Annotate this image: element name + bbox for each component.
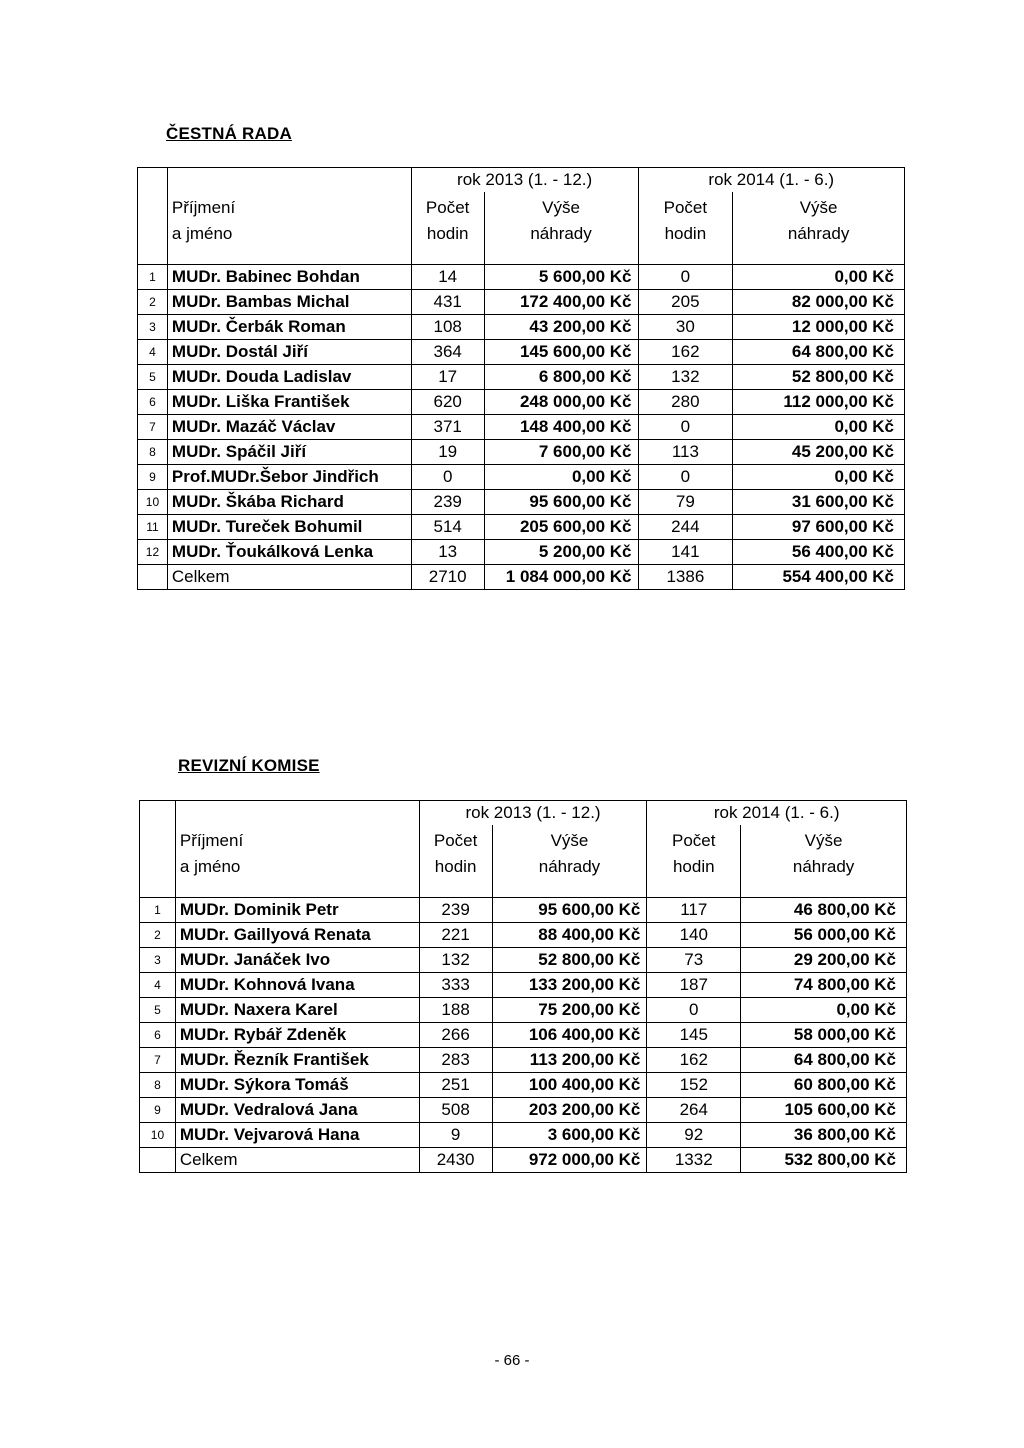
- amount-2013: 75 200,00 Kč: [492, 998, 647, 1023]
- hours-header-2014: Počet: [647, 825, 741, 857]
- amount-2014: 58 000,00 Kč: [741, 1023, 907, 1048]
- table-row: [140, 898, 907, 923]
- total-row: [140, 1148, 907, 1173]
- row-number: 6: [138, 390, 168, 415]
- row-number: 4: [140, 973, 176, 998]
- amount-2014: 36 800,00 Kč: [741, 1123, 907, 1148]
- hours-2014: 30: [638, 315, 733, 340]
- member-name: MUDr. Bambas Michal: [167, 290, 411, 315]
- amount-2014: 64 800,00 Kč: [733, 340, 905, 365]
- header-row-2: [140, 857, 907, 898]
- hours-2013: 620: [411, 390, 484, 415]
- member-name: MUDr. Janáček Ivo: [175, 948, 419, 973]
- member-name: MUDr. Tureček Bohumil: [167, 515, 411, 540]
- hours-header-2013: hodin: [419, 857, 492, 898]
- row-number: [140, 1148, 176, 1173]
- row-number: 3: [140, 948, 176, 973]
- hours-2013: 19: [411, 440, 484, 465]
- amount-2013: 52 800,00 Kč: [492, 948, 647, 973]
- hours-2014: 145: [647, 1023, 741, 1048]
- hours-2014: 141: [638, 540, 733, 565]
- amount-2013: 148 400,00 Kč: [484, 415, 638, 440]
- member-name: MUDr. Mazáč Václav: [167, 415, 411, 440]
- name-header: Příjmení: [175, 825, 419, 857]
- hours-2014: 0: [638, 265, 733, 290]
- table-row: [138, 415, 905, 440]
- amount-2014: 0,00 Kč: [733, 415, 905, 440]
- amount-2014: 56 400,00 Kč: [733, 540, 905, 565]
- hours-2013: 14: [411, 265, 484, 290]
- hours-2013: 0: [411, 465, 484, 490]
- amount-2013: 5 200,00 Kč: [484, 540, 638, 565]
- row-number: 1: [138, 265, 168, 290]
- table-row: [138, 490, 905, 515]
- hours-2014: 73: [647, 948, 741, 973]
- section-title: ČESTNÁ RADA: [166, 124, 292, 143]
- amount-2013: 106 400,00 Kč: [492, 1023, 647, 1048]
- table-row: [140, 1073, 907, 1098]
- member-name: MUDr. Gaillyová Renata: [175, 923, 419, 948]
- amount-header-2014: Výše: [733, 192, 905, 224]
- hours-header-2014: hodin: [638, 224, 733, 265]
- amount-2013: 172 400,00 Kč: [484, 290, 638, 315]
- table-row: [138, 540, 905, 565]
- hours-2014: 0: [647, 998, 741, 1023]
- hours-2013: 239: [419, 898, 492, 923]
- hours-2013: 266: [419, 1023, 492, 1048]
- hours-2013: 371: [411, 415, 484, 440]
- name-header: Příjmení: [167, 192, 411, 224]
- table-row: [140, 973, 907, 998]
- amount-2013: 6 800,00 Kč: [484, 365, 638, 390]
- hours-2014: 0: [638, 465, 733, 490]
- amount-2014: 52 800,00 Kč: [733, 365, 905, 390]
- row-number: 5: [140, 998, 176, 1023]
- header-row-years: [140, 801, 907, 826]
- amount-2014: 0,00 Kč: [741, 998, 907, 1023]
- amount-2014: 112 000,00 Kč: [733, 390, 905, 415]
- amount-2014: 0,00 Kč: [733, 465, 905, 490]
- member-name: MUDr. Kohnová Ivana: [175, 973, 419, 998]
- header-blank: [138, 168, 168, 193]
- hours-2013: 108: [411, 315, 484, 340]
- member-name: MUDr. Vejvarová Hana: [175, 1123, 419, 1148]
- member-name: MUDr. Babinec Bohdan: [167, 265, 411, 290]
- hours-2013: 132: [419, 948, 492, 973]
- amount-2014: 60 800,00 Kč: [741, 1073, 907, 1098]
- total-amount-2014: 532 800,00 Kč: [741, 1148, 907, 1173]
- amount-2014: 12 000,00 Kč: [733, 315, 905, 340]
- hours-2013: 239: [411, 490, 484, 515]
- hours-2014: 117: [647, 898, 741, 923]
- member-name: MUDr. Ťoukálková Lenka: [167, 540, 411, 565]
- amount-2014: 46 800,00 Kč: [741, 898, 907, 923]
- amount-2014: 31 600,00 Kč: [733, 490, 905, 515]
- header-row-2: [138, 224, 905, 265]
- member-name: MUDr. Dominik Petr: [175, 898, 419, 923]
- year-2014-header: rok 2014 (1. - 6.): [638, 168, 905, 193]
- row-number: 10: [138, 490, 168, 515]
- hours-2013: 431: [411, 290, 484, 315]
- hours-2014: 152: [647, 1073, 741, 1098]
- year-2013-header: rok 2013 (1. - 12.): [419, 801, 647, 826]
- amount-2013: 95 600,00 Kč: [492, 898, 647, 923]
- hours-2014: 140: [647, 923, 741, 948]
- table-row: [138, 315, 905, 340]
- member-name: MUDr. Řezník František: [175, 1048, 419, 1073]
- table-row: [138, 290, 905, 315]
- member-name: MUDr. Dostál Jiří: [167, 340, 411, 365]
- header-row-1: [140, 825, 907, 857]
- table-row: [140, 923, 907, 948]
- hours-2013: 251: [419, 1073, 492, 1098]
- row-number: 4: [138, 340, 168, 365]
- row-number: 12: [138, 540, 168, 565]
- row-number: 6: [140, 1023, 176, 1048]
- total-amount-2013: 972 000,00 Kč: [492, 1148, 647, 1173]
- member-name: MUDr. Čerbák Roman: [167, 315, 411, 340]
- amount-2013: 100 400,00 Kč: [492, 1073, 647, 1098]
- amount-2014: 0,00 Kč: [733, 265, 905, 290]
- table-body: [138, 168, 905, 590]
- hours-2013: 221: [419, 923, 492, 948]
- header-blank: [138, 192, 168, 224]
- total-hours-2014: 1332: [647, 1148, 741, 1173]
- member-name: MUDr. Škába Richard: [167, 490, 411, 515]
- total-hours-2013: 2430: [419, 1148, 492, 1173]
- table-row: [138, 515, 905, 540]
- table-row: [140, 998, 907, 1023]
- year-2014-header: rok 2014 (1. - 6.): [647, 801, 907, 826]
- hours-2014: 187: [647, 973, 741, 998]
- member-name: MUDr. Sýkora Tomáš: [175, 1073, 419, 1098]
- hours-2013: 13: [411, 540, 484, 565]
- hours-2014: 162: [647, 1048, 741, 1073]
- row-number: 2: [138, 290, 168, 315]
- row-number: 9: [138, 465, 168, 490]
- total-row: [138, 565, 905, 590]
- row-number: 8: [138, 440, 168, 465]
- hours-2014: 264: [647, 1098, 741, 1123]
- total-label: Celkem: [175, 1148, 419, 1173]
- member-name: MUDr. Spáčil Jiří: [167, 440, 411, 465]
- amount-2014: 97 600,00 Kč: [733, 515, 905, 540]
- amount-2014: 45 200,00 Kč: [733, 440, 905, 465]
- amount-2013: 88 400,00 Kč: [492, 923, 647, 948]
- hours-2013: 333: [419, 973, 492, 998]
- total-hours-2014: 1386: [638, 565, 733, 590]
- row-number: 3: [138, 315, 168, 340]
- row-number: 8: [140, 1073, 176, 1098]
- hours-2014: 244: [638, 515, 733, 540]
- total-amount-2013: 1 084 000,00 Kč: [484, 565, 638, 590]
- header-blank: [175, 801, 419, 826]
- header-row-years: [138, 168, 905, 193]
- hours-2013: 9: [419, 1123, 492, 1148]
- amount-header-2013: Výše: [492, 825, 647, 857]
- amount-2013: 133 200,00 Kč: [492, 973, 647, 998]
- table-row: [138, 265, 905, 290]
- amount-2014: 56 000,00 Kč: [741, 923, 907, 948]
- amount-2013: 248 000,00 Kč: [484, 390, 638, 415]
- hours-2013: 188: [419, 998, 492, 1023]
- hours-2014: 0: [638, 415, 733, 440]
- hours-header-2014: Počet: [638, 192, 733, 224]
- header-blank: [140, 825, 176, 857]
- hours-header-2013: Počet: [419, 825, 492, 857]
- amount-header-2013: Výše: [484, 192, 638, 224]
- hours-header-2014: hodin: [647, 857, 741, 898]
- amount-2013: 3 600,00 Kč: [492, 1123, 647, 1148]
- total-label: Celkem: [167, 565, 411, 590]
- amount-2013: 145 600,00 Kč: [484, 340, 638, 365]
- member-name: MUDr. Vedralová Jana: [175, 1098, 419, 1123]
- hours-2014: 132: [638, 365, 733, 390]
- member-name: Prof.MUDr.Šebor Jindřich: [167, 465, 411, 490]
- table-row: [140, 1048, 907, 1073]
- hours-2014: 92: [647, 1123, 741, 1148]
- amount-header-2014: náhrady: [741, 857, 907, 898]
- page-number: - 66 -: [494, 1352, 530, 1369]
- amount-2014: 64 800,00 Kč: [741, 1048, 907, 1073]
- row-number: 10: [140, 1123, 176, 1148]
- amount-2014: 105 600,00 Kč: [741, 1098, 907, 1123]
- amount-header-2014: Výše: [741, 825, 907, 857]
- row-number: 11: [138, 515, 168, 540]
- header-blank: [140, 857, 176, 898]
- table-row: [138, 340, 905, 365]
- table-body: [140, 801, 907, 1173]
- revizni-komise-table: [139, 800, 907, 1173]
- header-blank: [140, 801, 176, 826]
- table-row: [140, 948, 907, 973]
- row-number: 9: [140, 1098, 176, 1123]
- header-row-1: [138, 192, 905, 224]
- amount-2013: 113 200,00 Kč: [492, 1048, 647, 1073]
- table-row: [138, 390, 905, 415]
- name-header: a jméno: [175, 857, 419, 898]
- amount-header-2013: náhrady: [492, 857, 647, 898]
- table-row: [138, 440, 905, 465]
- hours-2013: 514: [411, 515, 484, 540]
- row-number: 7: [138, 415, 168, 440]
- amount-header-2013: náhrady: [484, 224, 638, 265]
- hours-2013: 283: [419, 1048, 492, 1073]
- row-number: 1: [140, 898, 176, 923]
- row-number: 2: [140, 923, 176, 948]
- member-name: MUDr. Douda Ladislav: [167, 365, 411, 390]
- amount-header-2014: náhrady: [733, 224, 905, 265]
- row-number: 7: [140, 1048, 176, 1073]
- amount-2013: 95 600,00 Kč: [484, 490, 638, 515]
- header-blank: [138, 224, 168, 265]
- row-number: [138, 565, 168, 590]
- table-row: [138, 365, 905, 390]
- name-header: a jméno: [167, 224, 411, 265]
- hours-header-2013: hodin: [411, 224, 484, 265]
- hours-2013: 508: [419, 1098, 492, 1123]
- hours-2014: 79: [638, 490, 733, 515]
- total-hours-2013: 2710: [411, 565, 484, 590]
- amount-2013: 5 600,00 Kč: [484, 265, 638, 290]
- cestna-rada-table: [137, 167, 905, 590]
- amount-2014: 74 800,00 Kč: [741, 973, 907, 998]
- amount-2013: 43 200,00 Kč: [484, 315, 638, 340]
- member-name: MUDr. Naxera Karel: [175, 998, 419, 1023]
- hours-2013: 364: [411, 340, 484, 365]
- amount-2013: 0,00 Kč: [484, 465, 638, 490]
- hours-2014: 205: [638, 290, 733, 315]
- table-row: [140, 1098, 907, 1123]
- member-name: MUDr. Rybář Zdeněk: [175, 1023, 419, 1048]
- table-row: [138, 465, 905, 490]
- hours-2013: 17: [411, 365, 484, 390]
- table-row: [140, 1023, 907, 1048]
- hours-2014: 113: [638, 440, 733, 465]
- amount-2014: 29 200,00 Kč: [741, 948, 907, 973]
- hours-2014: 162: [638, 340, 733, 365]
- hours-header-2013: Počet: [411, 192, 484, 224]
- year-2013-header: rok 2013 (1. - 12.): [411, 168, 638, 193]
- amount-2013: 7 600,00 Kč: [484, 440, 638, 465]
- amount-2013: 205 600,00 Kč: [484, 515, 638, 540]
- section-title: REVIZNÍ KOMISE: [178, 756, 320, 775]
- hours-2014: 280: [638, 390, 733, 415]
- amount-2014: 82 000,00 Kč: [733, 290, 905, 315]
- total-amount-2014: 554 400,00 Kč: [733, 565, 905, 590]
- header-blank: [167, 168, 411, 193]
- amount-2013: 203 200,00 Kč: [492, 1098, 647, 1123]
- member-name: MUDr. Liška František: [167, 390, 411, 415]
- row-number: 5: [138, 365, 168, 390]
- table-row: [140, 1123, 907, 1148]
